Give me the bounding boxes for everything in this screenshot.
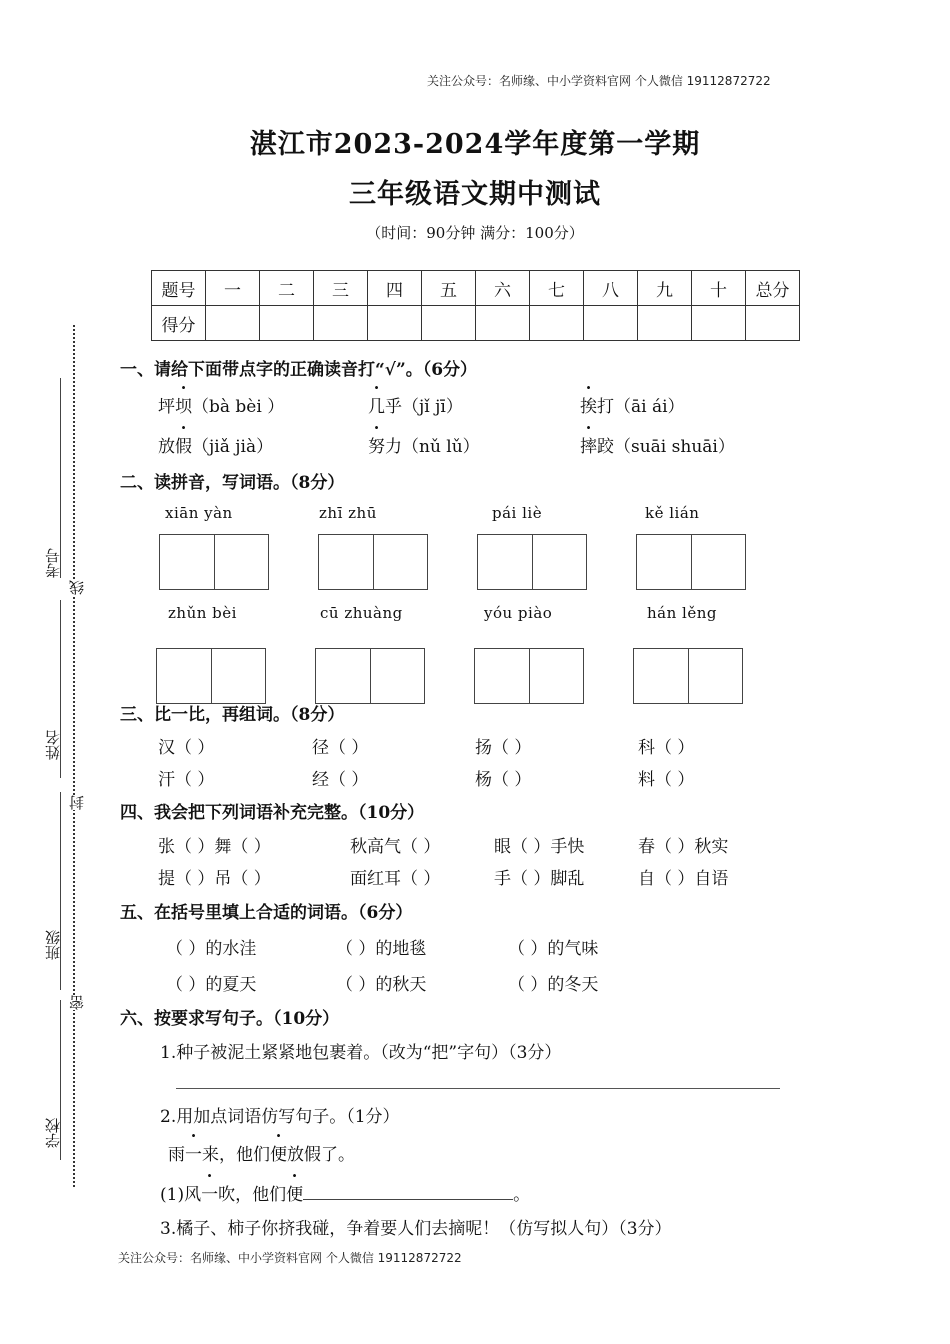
section-3-title: 三、比一比，再组词。（8分） bbox=[120, 705, 345, 725]
binding-dotted-line bbox=[73, 325, 75, 1187]
pinyin-label: zhī zhū bbox=[319, 504, 377, 522]
writing-box[interactable] bbox=[477, 534, 587, 590]
score-table-header-row bbox=[152, 271, 800, 306]
score-cell: 总分 bbox=[746, 271, 800, 306]
writing-box[interactable] bbox=[156, 648, 266, 704]
writing-box[interactable] bbox=[159, 534, 269, 590]
pinyin-label: xiān yàn bbox=[165, 504, 233, 522]
score-cell: 九 bbox=[638, 271, 692, 306]
score-input-cell[interactable] bbox=[638, 306, 692, 341]
score-input-cell[interactable] bbox=[206, 306, 260, 341]
pinyin-label: kě lián bbox=[645, 504, 700, 522]
score-input-cell[interactable] bbox=[584, 306, 638, 341]
page-subtitle: 三年级语文期中测试 bbox=[349, 179, 601, 210]
score-input-cell[interactable] bbox=[746, 306, 800, 341]
score-cell: 三 bbox=[314, 271, 368, 306]
sentence-end: 。 bbox=[513, 1185, 531, 1205]
sentence-text: 雨 bbox=[168, 1145, 185, 1165]
score-cell: 二 bbox=[260, 271, 314, 306]
section-5-title: 五、在括号里填上合适的词语。（6分） bbox=[120, 903, 413, 923]
section-1-title: 一、请给下面带点字的正确读音打“√”。（6分） bbox=[120, 360, 478, 380]
phrase-blank[interactable]: （ ）的地毯 bbox=[336, 939, 427, 959]
dotted-char: 努 bbox=[368, 437, 385, 457]
footer-text: 关注公众号：名师缘、中小学资料官网 个人微信 19112872722 bbox=[118, 1251, 462, 1265]
word-pair[interactable]: 径（ ） bbox=[312, 738, 369, 758]
sec1-item bbox=[368, 392, 463, 417]
fill-blank[interactable] bbox=[303, 1185, 513, 1200]
score-label: 得分 bbox=[152, 306, 206, 341]
score-input-cell[interactable] bbox=[368, 306, 422, 341]
dotted-char: 假 bbox=[175, 437, 192, 457]
dotted-char: 坝 bbox=[175, 397, 192, 417]
pinyin-label: zhǔn bèi bbox=[168, 604, 237, 622]
idiom-blank[interactable]: 自（ ）自语 bbox=[638, 869, 729, 889]
score-cell: 八 bbox=[584, 271, 638, 306]
score-input-cell[interactable] bbox=[314, 306, 368, 341]
item-text: 打 bbox=[597, 397, 614, 417]
dotted-char: 一 bbox=[201, 1185, 219, 1205]
section-6-title: 六、按要求写句子。（10分） bbox=[120, 1009, 340, 1029]
sentence-text: 来，他们 bbox=[202, 1145, 270, 1165]
writing-box[interactable] bbox=[315, 648, 425, 704]
sec1-item bbox=[158, 392, 284, 417]
score-table-score-row bbox=[152, 306, 800, 341]
answer-line[interactable] bbox=[176, 1088, 780, 1089]
item-options: （nǔ lǔ） bbox=[402, 437, 480, 457]
section-4-title: 四、我会把下列词语补充完整。（10分） bbox=[120, 803, 425, 823]
item-options: （bà bèi ） bbox=[192, 397, 285, 417]
dotted-char: 一 bbox=[185, 1145, 202, 1165]
item-text: 力 bbox=[385, 437, 402, 457]
idiom-blank[interactable]: 面红耳（ ） bbox=[350, 869, 441, 889]
sentence-text: 放假了。 bbox=[287, 1145, 355, 1165]
idiom-blank[interactable]: 提（ ）吊（ ） bbox=[158, 869, 271, 889]
idiom-blank[interactable]: 春（ ）秋实 bbox=[638, 837, 729, 857]
question-2: 2.用加点词语仿写句子。（1分） bbox=[160, 1107, 400, 1127]
question-1: 1.种子被泥土紧紧地包裹着。（改为“把”字句）（3分） bbox=[160, 1043, 562, 1063]
item-text: 乎 bbox=[385, 397, 402, 417]
section-2-title: 二、读拼音，写词语。（8分） bbox=[120, 473, 345, 493]
pinyin-label: yóu piào bbox=[484, 604, 553, 622]
score-input-cell[interactable] bbox=[260, 306, 314, 341]
pinyin-label: hán lěng bbox=[647, 604, 717, 622]
sentence-text: 吹，他们 bbox=[218, 1185, 287, 1205]
seal-mark-xian: 线 bbox=[68, 580, 86, 595]
idiom-blank[interactable]: 眼（ ）手快 bbox=[494, 837, 585, 857]
idiom-blank[interactable]: 手（ ）脚乱 bbox=[494, 869, 585, 889]
word-pair[interactable]: 科（ ） bbox=[638, 738, 695, 758]
dotted-char: 便 bbox=[270, 1145, 287, 1165]
phrase-blank[interactable]: （ ）的秋天 bbox=[336, 975, 427, 995]
score-cell: 十 bbox=[692, 271, 746, 306]
dotted-char: 便 bbox=[286, 1185, 304, 1205]
item-options: （āi ái） bbox=[614, 397, 685, 417]
writing-box[interactable] bbox=[633, 648, 743, 704]
score-cell: 一 bbox=[206, 271, 260, 306]
dotted-char: 摔 bbox=[580, 437, 597, 457]
page-title: 湛江市2023-2024学年度第一学期 bbox=[249, 129, 701, 160]
score-cell: 六 bbox=[476, 271, 530, 306]
pinyin-label: cū zhuàng bbox=[320, 604, 403, 622]
phrase-blank[interactable]: （ ）的气味 bbox=[508, 939, 599, 959]
word-pair[interactable]: 杨（ ） bbox=[475, 770, 532, 790]
exam-info: （时间：90分钟 满分：100分） bbox=[366, 224, 584, 242]
name-label: 姓名 bbox=[44, 730, 62, 760]
item-text: 跤 bbox=[597, 437, 614, 457]
school-label: 学校 bbox=[44, 1118, 62, 1148]
sec1-item bbox=[158, 432, 273, 457]
pinyin-label: pái liè bbox=[492, 504, 543, 522]
phrase-blank[interactable]: （ ）的冬天 bbox=[508, 975, 599, 995]
item-options: （jǐ jī） bbox=[402, 397, 463, 417]
score-cell: 题号 bbox=[152, 271, 206, 306]
phrase-blank[interactable]: （ ）的水洼 bbox=[166, 939, 257, 959]
dotted-char: 挨 bbox=[580, 397, 597, 417]
score-input-cell[interactable] bbox=[422, 306, 476, 341]
sec1-item bbox=[580, 432, 735, 457]
sentence-text: (1)风 bbox=[160, 1185, 202, 1205]
word-pair[interactable]: 经（ ） bbox=[312, 770, 369, 790]
score-cell: 七 bbox=[530, 271, 584, 306]
idiom-blank[interactable]: 张（ ）舞（ ） bbox=[158, 837, 271, 857]
word-pair[interactable]: 汗（ ） bbox=[158, 770, 215, 790]
score-input-cell[interactable] bbox=[692, 306, 746, 341]
question-3: 3.橘子、柿子你挤我碰，争着要人们去摘呢！（仿写拟人句）（3分） bbox=[160, 1219, 672, 1239]
writing-box[interactable] bbox=[636, 534, 746, 590]
item-options: （suāi shuāi） bbox=[614, 437, 735, 457]
q2-fill-sentence bbox=[160, 1180, 530, 1205]
word-pair[interactable]: 汉（ ） bbox=[158, 738, 215, 758]
sec1-item bbox=[580, 392, 685, 417]
exam-no-label: 考号 bbox=[44, 548, 62, 578]
class-label: 班级 bbox=[44, 930, 62, 960]
dotted-char: 几 bbox=[368, 397, 385, 417]
word-pair[interactable]: 扬（ ） bbox=[475, 738, 532, 758]
seal-mark-feng: 封 bbox=[68, 795, 86, 810]
phrase-blank[interactable]: （ ）的夏天 bbox=[166, 975, 257, 995]
item-text: 放 bbox=[158, 437, 175, 457]
item-text: 坪 bbox=[158, 397, 175, 417]
writing-box[interactable] bbox=[474, 648, 584, 704]
score-input-cell[interactable] bbox=[476, 306, 530, 341]
score-table bbox=[151, 270, 800, 341]
header-text: 关注公众号：名师缘、中小学资料官网 个人微信 19112872722 bbox=[427, 74, 771, 88]
item-options: （jiǎ jià） bbox=[192, 437, 274, 457]
seal-mark-mi: 密 bbox=[68, 995, 86, 1010]
idiom-blank[interactable]: 秋高气（ ） bbox=[350, 837, 441, 857]
score-cell: 四 bbox=[368, 271, 422, 306]
class-line bbox=[60, 792, 61, 990]
word-pair[interactable]: 料（ ） bbox=[638, 770, 695, 790]
q2-example-sentence bbox=[168, 1140, 355, 1165]
sec1-item bbox=[368, 432, 480, 457]
score-cell: 五 bbox=[422, 271, 476, 306]
score-input-cell[interactable] bbox=[530, 306, 584, 341]
writing-box[interactable] bbox=[318, 534, 428, 590]
